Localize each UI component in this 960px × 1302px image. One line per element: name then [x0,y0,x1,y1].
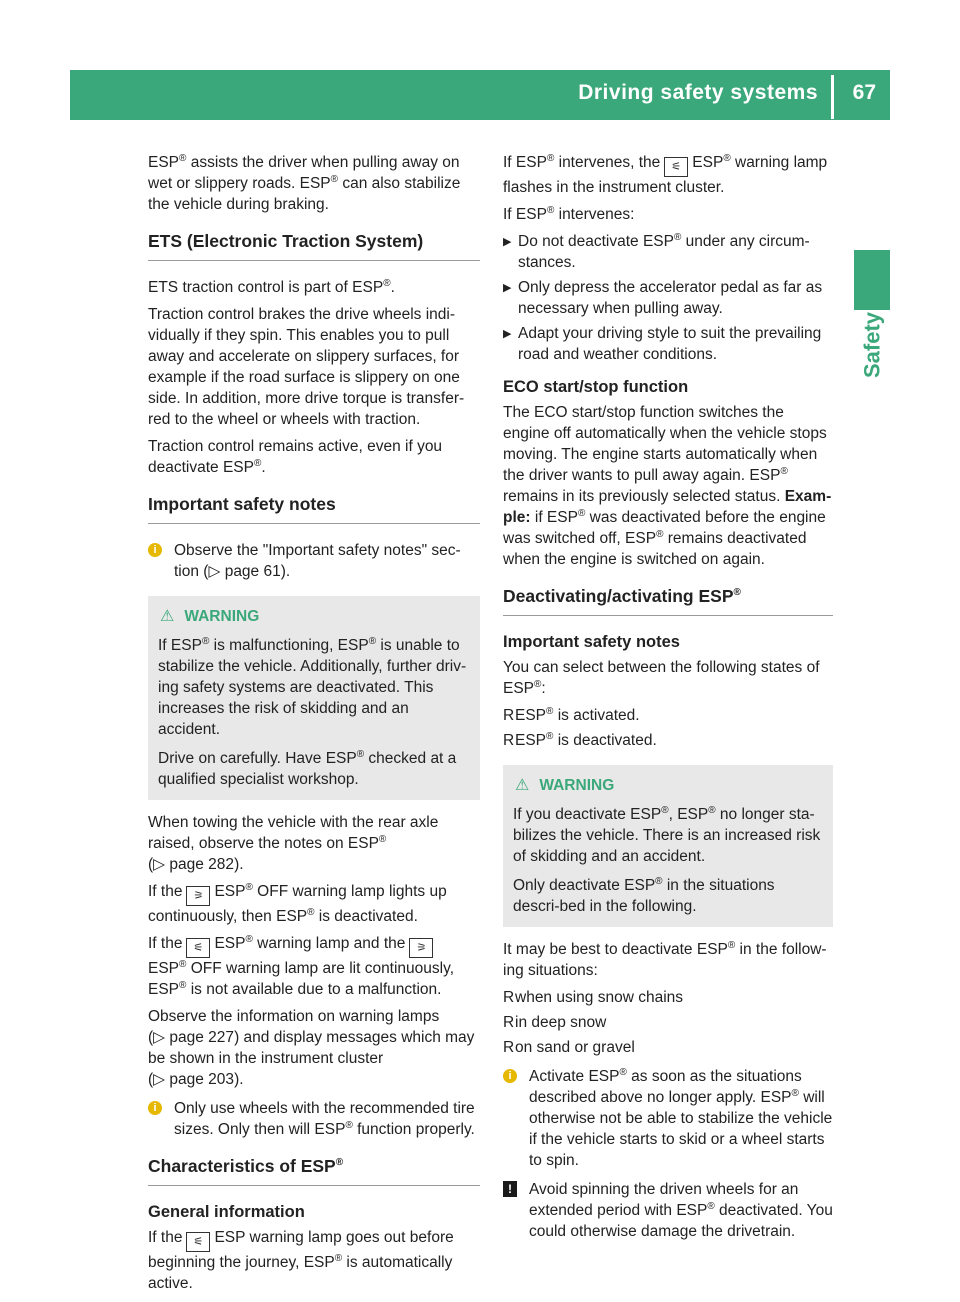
step-arrow-icon: ▶ [503,282,512,294]
warning-text-2: Drive on carefully. Have ESP® checked at a qualified specialist workshop. [158,748,457,788]
esp-intro: ESP® assists the driver when pulling away on wet or slippery roads. ESP® can also stabilize the vehicle during braking. [148,152,461,213]
list-item: R when using snow chains [503,989,684,1006]
esp-intervenes-lead: If ESP® intervenes: [503,204,635,223]
list-item: R ESP® is deactivated. [503,730,657,749]
esp-off-lamp-note: If the ⚞ ESP® OFF warning lamp lights up continuously, then ESP® is deactivated. [148,881,447,925]
chapter-tab [854,250,890,310]
esp-off-icon: ⚞ [409,938,433,958]
states-intro: You can select between the following states of ESP®: [503,659,820,697]
left-column [148,152,480,1300]
esp-off-icon: ⚞ [186,886,210,906]
info-icon: i [148,543,162,557]
page-header [70,70,890,120]
towing-note: When towing the vehicle with the rear axle raised, observe the notes on ESP® (▷ page 282). [148,814,439,873]
warning-box [503,765,833,927]
both-lamps-note: If the ⚟ ESP® warning lamp and the ⚞ ESP® OFF warning lamp are lit continuously, ESP® is not available due to a malfunction. [148,933,455,998]
list-item: R on sand or gravel [503,1039,635,1056]
characteristics-heading: Characteristics of ESP® [148,1156,480,1186]
page-reference[interactable]: ▷ page 61 [208,563,281,580]
warning-text-1: If ESP® is malfunctioning, ESP® is unable to stabilize the vehicle. Additionally, further driv-ing safety systems are deactivated. This increases the risk of skidding and an accident. [158,635,467,738]
step-arrow-icon: ▶ [503,236,512,248]
header-divider [831,75,834,119]
eco-heading: ECO start/stop function [503,378,689,396]
warning-header: ⚠ WARNING [515,777,615,794]
step-arrow-icon: ▶ [503,328,512,340]
esp-intervenes-note: If ESP® intervenes, the ⚟ ESP® warning lamp flashes in the instrument cluster. [503,152,828,196]
warning-box [148,596,480,800]
general-information-text: If the ⚟ ESP warning lamp goes out before beginning the journey, ESP® is automatically active. [148,1229,454,1292]
situations-intro: It may be best to deactivate ESP® in the follow-ing situations: [503,939,827,979]
ets-paragraph-1: ETS traction control is part of ESP®. [148,277,395,296]
instruction-step: ▶ Only depress the accelerator pedal as far as necessary when pulling away. [503,279,823,317]
eco-text: The ECO start/stop function switches the engine off automatically when the vehicle stops moving. The engine starts automatically when the driver wants to pull away again. ESP® remains in its previously selected status. Exam-ple: if ESP® was deactivated before the engine was switched off, ESP® remains deactivated when the engine is switched on again. [503,404,832,568]
section-title: Driving safety systems [578,81,818,104]
info-note: i Activate ESP® as soon as the situations described above no longer apply. ESP® will otherwise not be able to stabilize the vehicle if the vehicle starts to skid or a wheel starts to spin. [503,1066,833,1171]
warning-text-1: If you deactivate ESP®, ESP® no longer sta-bilizes the vehicle. There is an increased risk of skidding and an accident. [513,804,821,865]
ets-heading: ETS (Electronic Traction System) [148,231,480,261]
info-note: i Observe the "Important safety notes" sec-tion (▷ page 61). [148,540,480,582]
safety-notes-heading: Important safety notes [503,633,680,651]
info-note: i Only use wheels with the recommended tire sizes. Only then will ESP® function properly. [148,1098,480,1140]
instruction-step: ▶ Adapt your driving style to suit the prevailing road and weather conditions. [503,325,822,363]
right-column [503,152,833,1250]
warning-text-2: Only deactivate ESP® in the situations descri-bed in the following. [513,875,775,915]
observe-note: Observe the information on warning lamps (▷ page 227) and display messages which may be shown in the instrument cluster (▷ page 203). [148,1008,475,1088]
esp-icon: ⚟ [186,1232,210,1252]
page-reference[interactable]: ▷ page 227 [153,1029,235,1046]
ets-paragraph-3: Traction control remains active, even if you deactivate ESP®. [148,438,443,476]
list-item: R in deep snow [503,1014,607,1031]
esp-icon: ⚟ [664,157,688,177]
info-icon: i [148,1101,162,1115]
page-number: 67 [852,81,876,104]
esp-icon: ⚟ [186,938,210,958]
ets-paragraph-2: Traction control brakes the drive wheels indi-vidually if they spin. This enables you to pull away and accelerate on slippery surfaces, for example if the road surface is slippery on one side. In addition, more drive torque is transfer-red to the wheel or wheels with traction. [148,306,465,428]
general-information-heading: General information [148,1203,305,1221]
page-reference[interactable]: ▷ page 203 [153,1071,235,1088]
warning-triangle-icon: ⚠ [515,777,530,794]
warning-header: ⚠ WARNING [160,608,260,625]
chapter-label: Safety [859,311,885,379]
deactivating-heading: Deactivating/activating ESP® [503,586,833,616]
instruction-step: ▶ Do not deactivate ESP® under any circum-stances. [503,231,810,271]
list-item: R ESP® is activated. [503,705,640,724]
info-icon: i [503,1069,517,1083]
caution-note: ! Avoid spinning the driven wheels for an extended period with ESP® deactivated. You could otherwise damage the drivetrain. [503,1179,833,1242]
exclamation-icon: ! [503,1181,517,1197]
page-reference[interactable]: ▷ page 282 [153,856,235,873]
safety-notes-heading: Important safety notes [148,494,480,524]
warning-triangle-icon: ⚠ [160,608,175,625]
